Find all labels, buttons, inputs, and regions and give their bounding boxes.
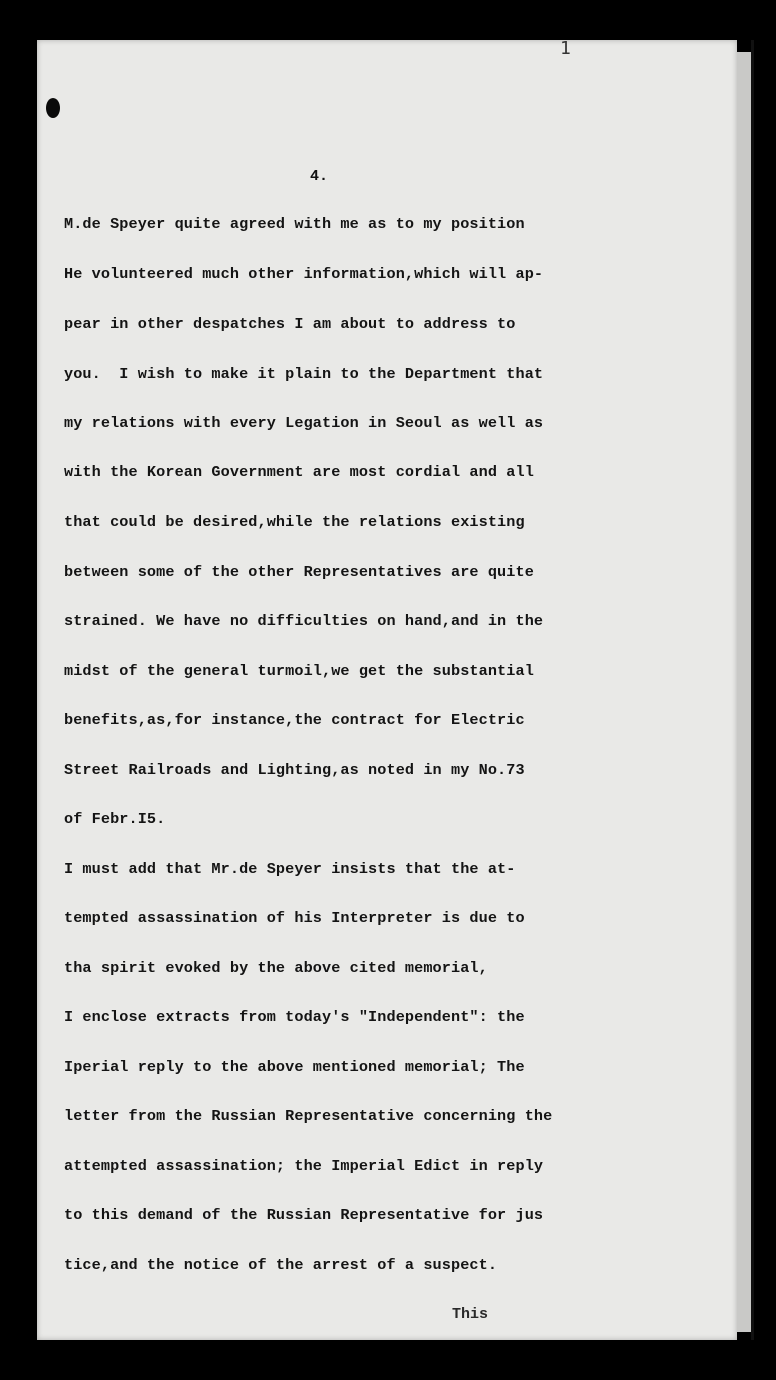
text-line: with the Korean Government are most cordial and all xyxy=(64,463,534,481)
text-line: He volunteered much other information,which will ap- xyxy=(64,265,544,283)
page-edge-strip xyxy=(737,52,751,1332)
text-line: my relations with every Legation in Seoul as well as xyxy=(64,414,544,432)
catchword: This xyxy=(452,1306,489,1323)
text-line: I enclose extracts from today's "Independent": the xyxy=(64,1008,525,1026)
text-line: to this demand of the Russian Representative for jus xyxy=(64,1206,544,1224)
text-line: benefits,as,for instance,the contract for Electric xyxy=(64,711,525,729)
text-line: M.de Speyer quite agreed with me as to my position xyxy=(64,215,525,233)
text-line: Iperial reply to the above mentioned memorial; The xyxy=(64,1058,525,1076)
text-line: midst of the general turmoil,we get the substantial xyxy=(64,662,534,680)
text-line: of Febr.I5. xyxy=(64,810,166,828)
text-line: letter from the Russian Representative concerning the xyxy=(64,1107,553,1125)
corner-mark: 1 xyxy=(560,38,571,59)
document-page xyxy=(37,40,737,1340)
text-line: pear in other despatches I am about to address to xyxy=(64,315,516,333)
text-line: between some of the other Representatives are quite xyxy=(64,563,534,581)
text-line: tice,and the notice of the arrest of a suspect. xyxy=(64,1256,498,1274)
punch-hole xyxy=(46,98,60,118)
text-line: I must add that Mr.de Speyer insists that the at- xyxy=(64,860,516,878)
text-line: tha spirit evoked by the above cited memorial, xyxy=(64,959,488,977)
text-line: that could be desired,while the relations existing xyxy=(64,513,525,531)
text-line: you. I wish to make it plain to the Department that xyxy=(64,365,544,383)
text-line: tempted assassination of his Interpreter is due to xyxy=(64,909,525,927)
page-edge-shadow xyxy=(751,40,754,1340)
text-line: attempted assassination; the Imperial Edict in reply xyxy=(64,1157,544,1175)
text-line: Street Railroads and Lighting,as noted in my No.73 xyxy=(64,761,525,779)
page-number: 4. xyxy=(310,168,329,185)
text-line: strained. We have no difficulties on hand,and in the xyxy=(64,612,544,630)
